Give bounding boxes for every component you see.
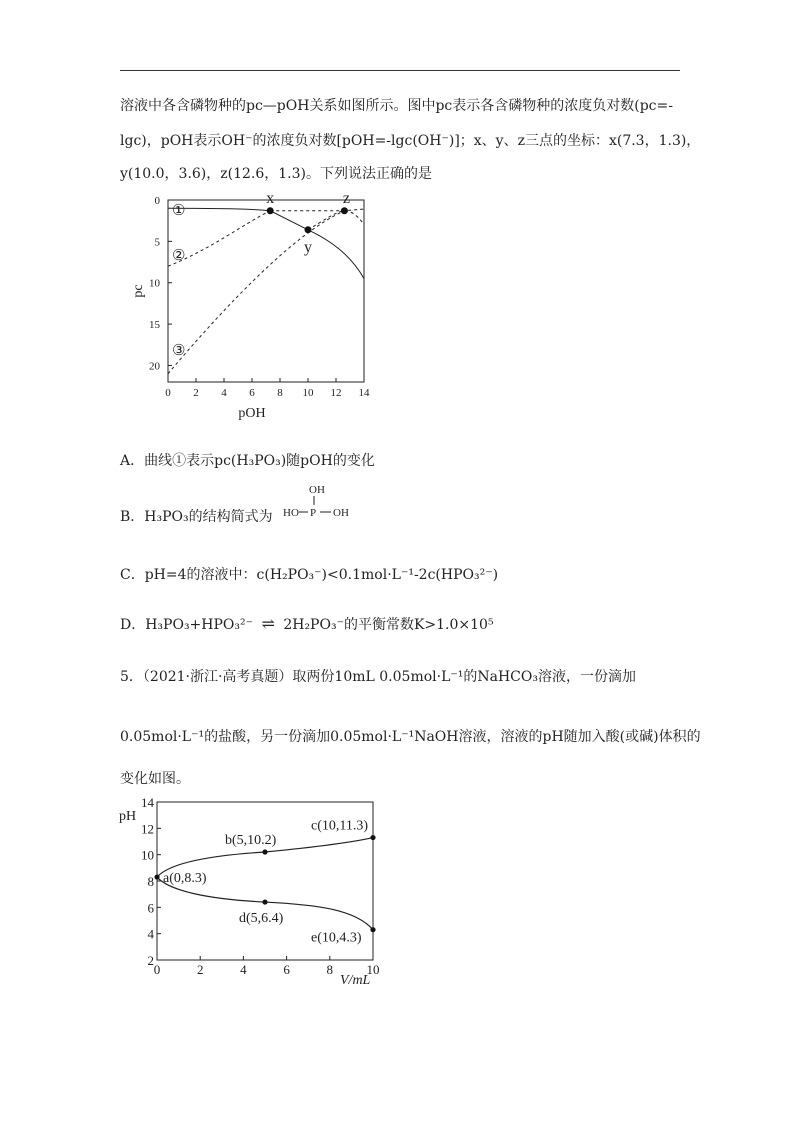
option-c-formula: c(H₂PO₃⁻)<0.1mol·L⁻¹-2c(HPO₃²⁻) bbox=[256, 567, 499, 583]
chart1-xtick-label: 0 bbox=[165, 387, 171, 399]
q5-line-2: 0.05mol·L⁻¹的盐酸，另一份滴加0.05mol·L⁻¹NaOH溶液，溶液的pH随加入酸(或碱)体积的 bbox=[120, 729, 701, 745]
chart2-ytick-label: 4 bbox=[147, 926, 154, 942]
curve-label-1: ① bbox=[172, 203, 186, 219]
pc-poh-chart bbox=[120, 190, 380, 420]
chart1-xlabel: pOH bbox=[238, 406, 266, 420]
struct-oh-right: OH bbox=[333, 507, 349, 519]
chart1-ytick-label: 5 bbox=[154, 236, 160, 249]
q5-line-1: 5．（2021·浙江·高考真题）取两份10mL 0.05mol·L⁻¹的NaHCO₃溶液，一份滴加 bbox=[120, 669, 636, 685]
chart1-yticks bbox=[149, 195, 172, 372]
option-b-prefix: B．H₃PO₃的结构简式为 bbox=[120, 509, 273, 525]
option-c bbox=[120, 566, 498, 584]
chart1-ytick-label: 10 bbox=[149, 277, 160, 290]
chart2-xtick-label: 2 bbox=[196, 962, 204, 977]
chart2-ytick-label: 8 bbox=[147, 874, 154, 889]
chart2-xtick-label: 0 bbox=[153, 962, 161, 977]
point-label-y: y bbox=[304, 238, 312, 256]
point-label-z: z bbox=[342, 190, 350, 207]
data-point-label: d(5,6.4) bbox=[239, 911, 284, 927]
chart1-ytick-label: 0 bbox=[154, 195, 160, 207]
data-point bbox=[154, 874, 159, 879]
intro-line-3: y(10.0，3.6)，z(12.6，1.3)。下列说法正确的是 bbox=[120, 166, 433, 182]
option-d bbox=[120, 615, 494, 634]
chart2-ytick-label: 10 bbox=[141, 847, 154, 863]
struct-p: P bbox=[310, 507, 317, 519]
option-d-suffix: 2H₂PO₃⁻的平衡常数K>1.0×10⁵ bbox=[283, 617, 494, 633]
curve-2-dashed-tail bbox=[308, 211, 364, 230]
data-point bbox=[370, 927, 375, 932]
top-rule bbox=[120, 70, 680, 71]
chart2-ylabel: pH bbox=[119, 809, 137, 824]
chart2-ytick-label: 2 bbox=[147, 953, 154, 968]
chart1-xticks bbox=[165, 378, 370, 399]
data-point-label: b(5,10.2) bbox=[225, 833, 277, 849]
option-d-prefix: D．H₃PO₃+HPO₃²⁻ bbox=[120, 617, 254, 633]
chart1-xtick-label: 6 bbox=[249, 387, 255, 399]
data-point bbox=[262, 849, 267, 854]
chart1-xtick-label: 14 bbox=[358, 387, 370, 399]
chart1-xtick-label: 10 bbox=[302, 387, 314, 399]
option-b bbox=[120, 508, 273, 526]
point-label-x: x bbox=[266, 190, 275, 207]
curve-label-2: ② bbox=[172, 248, 186, 264]
curve-y-solid bbox=[270, 211, 364, 279]
data-point-label: e(10,4.3) bbox=[311, 930, 362, 946]
point-x bbox=[267, 207, 274, 214]
ph-volume-chart bbox=[115, 792, 395, 992]
struct-oh-top: OH bbox=[309, 484, 325, 496]
chart1-ytick-label: 20 bbox=[149, 360, 160, 373]
data-point bbox=[262, 899, 267, 904]
chart2-xtick-label: 4 bbox=[240, 962, 247, 977]
chart1-xtick-label: 2 bbox=[193, 387, 199, 399]
chart1-xtick-label: 12 bbox=[330, 387, 342, 399]
chart2-xlabel: V/mL bbox=[340, 973, 371, 988]
chart2-ytick-label: 14 bbox=[141, 795, 154, 810]
intro-line-1: 溶液中各含磷物种的pc—pOH关系如图所示。图中pc表示各含磷物种的浓度负对数(pc=- bbox=[120, 98, 673, 114]
chart2-ytick-label: 12 bbox=[141, 821, 154, 837]
chart2-yticks bbox=[141, 795, 161, 968]
option-a: A．曲线①表示pc(H₃PO₃)随pOH的变化 bbox=[120, 453, 375, 469]
struct-ho: HO bbox=[283, 507, 299, 519]
curve-1-dashed bbox=[270, 209, 364, 211]
chart2-ytick-label: 6 bbox=[147, 900, 154, 916]
chart1-ylabel: pc bbox=[131, 284, 146, 298]
chart1-ytick-label: 15 bbox=[149, 319, 160, 332]
h3po3-structure bbox=[282, 480, 357, 524]
point-y bbox=[305, 226, 312, 233]
equilibrium-arrow-icon: ⇌ bbox=[261, 614, 275, 633]
chart2-xtick-label: 10 bbox=[366, 962, 380, 977]
data-point bbox=[370, 835, 375, 840]
curve-label-3: ③ bbox=[172, 343, 186, 359]
q5-line-3: 变化如图。 bbox=[120, 771, 190, 787]
chart1-frame bbox=[168, 200, 364, 382]
data-point-label: c(10,11.3) bbox=[311, 818, 369, 834]
option-c-prefix: C．pH=4的溶液中： bbox=[120, 567, 257, 583]
chart2-xtick-label: 6 bbox=[283, 962, 290, 977]
chart1-xtick-label: 4 bbox=[221, 387, 227, 399]
chart1-xtick-label: 8 bbox=[277, 387, 283, 399]
chart2-xtick-label: 8 bbox=[326, 962, 334, 977]
data-point-label: a(0,8.3) bbox=[163, 871, 207, 887]
intro-line-2: lgc)，pOH表示OH⁻的浓度负对数[pOH=-lgc(OH⁻)]；x、y、z三点的坐标：x(7.3，1.3)， bbox=[120, 133, 701, 149]
point-z bbox=[341, 207, 348, 214]
